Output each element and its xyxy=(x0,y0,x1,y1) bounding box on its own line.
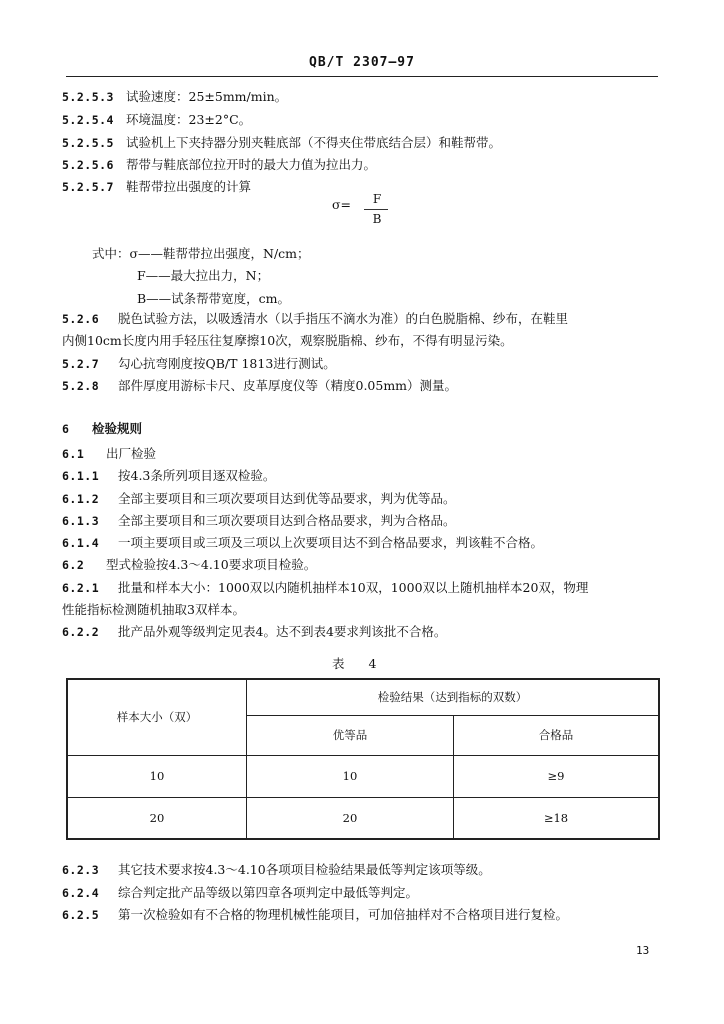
clause-text: 帮带与鞋底部位拉开时的最大力值为拉出力。 xyxy=(126,157,377,172)
clause-6-1-1 xyxy=(62,468,275,484)
header-excellent: 优等品 xyxy=(247,715,454,755)
clause-text: 按4.3条所列项目逐双检验。 xyxy=(118,468,276,483)
clause-text: 批量和样本大小：1000双以内随机抽样本10双，1000双以上随机抽样本20双，物理 xyxy=(118,580,589,595)
clause-6-2-1 xyxy=(62,580,588,596)
page-number: 13 xyxy=(636,944,650,957)
clause-number: 5.2.7 xyxy=(62,357,100,371)
cell-excellent: 20 xyxy=(247,797,454,839)
table-4 xyxy=(66,678,660,840)
clause-5-2-8 xyxy=(62,378,457,394)
clause-text: 综合判定批产品等级以第四章各项判定中最低等判定。 xyxy=(118,885,419,900)
clause-text: 试验速度：25±5mm/min。 xyxy=(126,89,288,104)
clause-number: 6.2.5 xyxy=(62,908,100,922)
clause-5-2-5-7 xyxy=(62,179,251,195)
clause-5-2-5-5 xyxy=(62,135,501,151)
table-row xyxy=(67,797,659,839)
clause-text: 勾心抗弯刚度按QB/T 1813进行测试。 xyxy=(118,356,336,371)
clause-number: 5.2.5.3 xyxy=(62,90,114,104)
clause-number: 6.2 xyxy=(62,558,85,572)
clause-number: 6.2.1 xyxy=(62,581,100,595)
clause-text: 试验机上下夹持器分别夹鞋底部（不得夹住带底结合层）和鞋帮带。 xyxy=(126,135,502,150)
header-sample-size: 样本大小（双） xyxy=(67,679,247,755)
clause-text: 环境温度：23±2°C。 xyxy=(126,112,252,127)
definition-f: F——最大拉出力，N； xyxy=(137,268,270,283)
clause-text: 批产品外观等级判定见表4。达不到表4要求判该批不合格。 xyxy=(118,624,447,639)
cell-sample: 20 xyxy=(67,797,247,839)
fraction-bar xyxy=(364,209,388,210)
clause-number: 5.2.5.7 xyxy=(62,180,114,194)
clause-number: 6.2.3 xyxy=(62,863,100,877)
clause-6-1 xyxy=(62,446,156,462)
formula-numerator: F xyxy=(372,192,382,206)
standard-code-header: QB/T 2307—97 xyxy=(309,55,415,70)
clause-number: 5.2.5.5 xyxy=(62,136,114,150)
clause-6-2-3 xyxy=(62,862,491,878)
clause-number: 5.2.6 xyxy=(62,312,100,326)
clause-text: 一项主要项目或三项及三项以上次要项目达不到合格品要求，判该鞋不合格。 xyxy=(118,535,544,550)
clause-text: 第一次检验如有不合格的物理机械性能项目，可加倍抽样对不合格项目进行复检。 xyxy=(118,907,569,922)
clause-text: 全部主要项目和三项次要项目达到优等品要求，判为优等品。 xyxy=(118,491,456,506)
clause-text: 内侧10cm长度内用手轻压往复摩擦10次，观察脱脂棉、纱布，不得有明显污染。 xyxy=(62,333,513,348)
clause-5-2-5-3 xyxy=(62,89,287,105)
clause-5-2-6-continued xyxy=(62,333,513,349)
clause-6-2 xyxy=(62,557,316,573)
definition-b: B——试条帮带宽度，cm。 xyxy=(137,291,291,306)
clause-number: 6.1.2 xyxy=(62,492,100,506)
clause-number: 5.2.8 xyxy=(62,379,100,393)
clause-6-2-2 xyxy=(62,624,446,640)
cell-qualified: ≥9 xyxy=(454,755,660,797)
clause-number: 6.1 xyxy=(62,447,85,461)
table-caption: 表 4 xyxy=(332,656,387,671)
section-number: 6 xyxy=(62,422,70,436)
cell-sample: 10 xyxy=(67,755,247,797)
clause-text: 性能指标检测随机抽取3双样本。 xyxy=(62,602,245,617)
clause-text: 型式检验按4.3～4.10要求项目检验。 xyxy=(106,557,317,572)
clause-number: 6.2.2 xyxy=(62,625,100,639)
clause-text: 鞋帮带拉出强度的计算 xyxy=(126,179,252,194)
formula-lhs: σ= xyxy=(332,197,352,212)
clause-6-2-4 xyxy=(62,885,418,901)
header-rule xyxy=(66,76,658,77)
clause-6-1-3 xyxy=(62,513,456,529)
formula-denominator: B xyxy=(372,212,382,226)
cell-excellent: 10 xyxy=(247,755,454,797)
clause-6-1-4 xyxy=(62,535,543,551)
clause-text: 脱色试验方法，以吸透清水（以手指压不滴水为准）的白色脱脂棉、纱布，在鞋里 xyxy=(118,311,569,326)
clause-5-2-7 xyxy=(62,356,336,372)
clause-6-1-2 xyxy=(62,491,456,507)
cell-qualified: ≥18 xyxy=(454,797,660,839)
clause-text: 部件厚度用游标卡尺、皮革厚度仪等（精度0.05mm）测量。 xyxy=(118,378,458,393)
clause-number: 6.1.3 xyxy=(62,514,100,528)
clause-5-2-5-4 xyxy=(62,112,251,128)
clause-number: 5.2.5.6 xyxy=(62,158,114,172)
clause-6-2-1-continued xyxy=(62,602,245,618)
header-qualified: 合格品 xyxy=(454,715,660,755)
definition-sigma: 式中：σ——鞋帮带拉出强度，N/cm； xyxy=(92,246,310,261)
clause-5-2-5-6 xyxy=(62,157,376,173)
clause-number: 5.2.5.4 xyxy=(62,113,114,127)
clause-6-2-5 xyxy=(62,907,568,923)
clause-text: 出厂检验 xyxy=(106,446,157,461)
clause-number: 6.1.4 xyxy=(62,536,100,550)
clause-number: 6.2.4 xyxy=(62,886,100,900)
clause-number: 6.1.1 xyxy=(62,469,100,483)
header-test-result: 检验结果（达到指标的双数） xyxy=(247,679,660,715)
clause-5-2-6 xyxy=(62,311,568,327)
clause-text: 全部主要项目和三项次要项目达到合格品要求，判为合格品。 xyxy=(118,513,456,528)
section-heading xyxy=(62,419,142,437)
clause-text: 其它技术要求按4.3～4.10各项项目检验结果最低等判定该项等级。 xyxy=(118,862,491,877)
section-title: 检验规则 xyxy=(92,421,143,436)
table-row xyxy=(67,755,659,797)
